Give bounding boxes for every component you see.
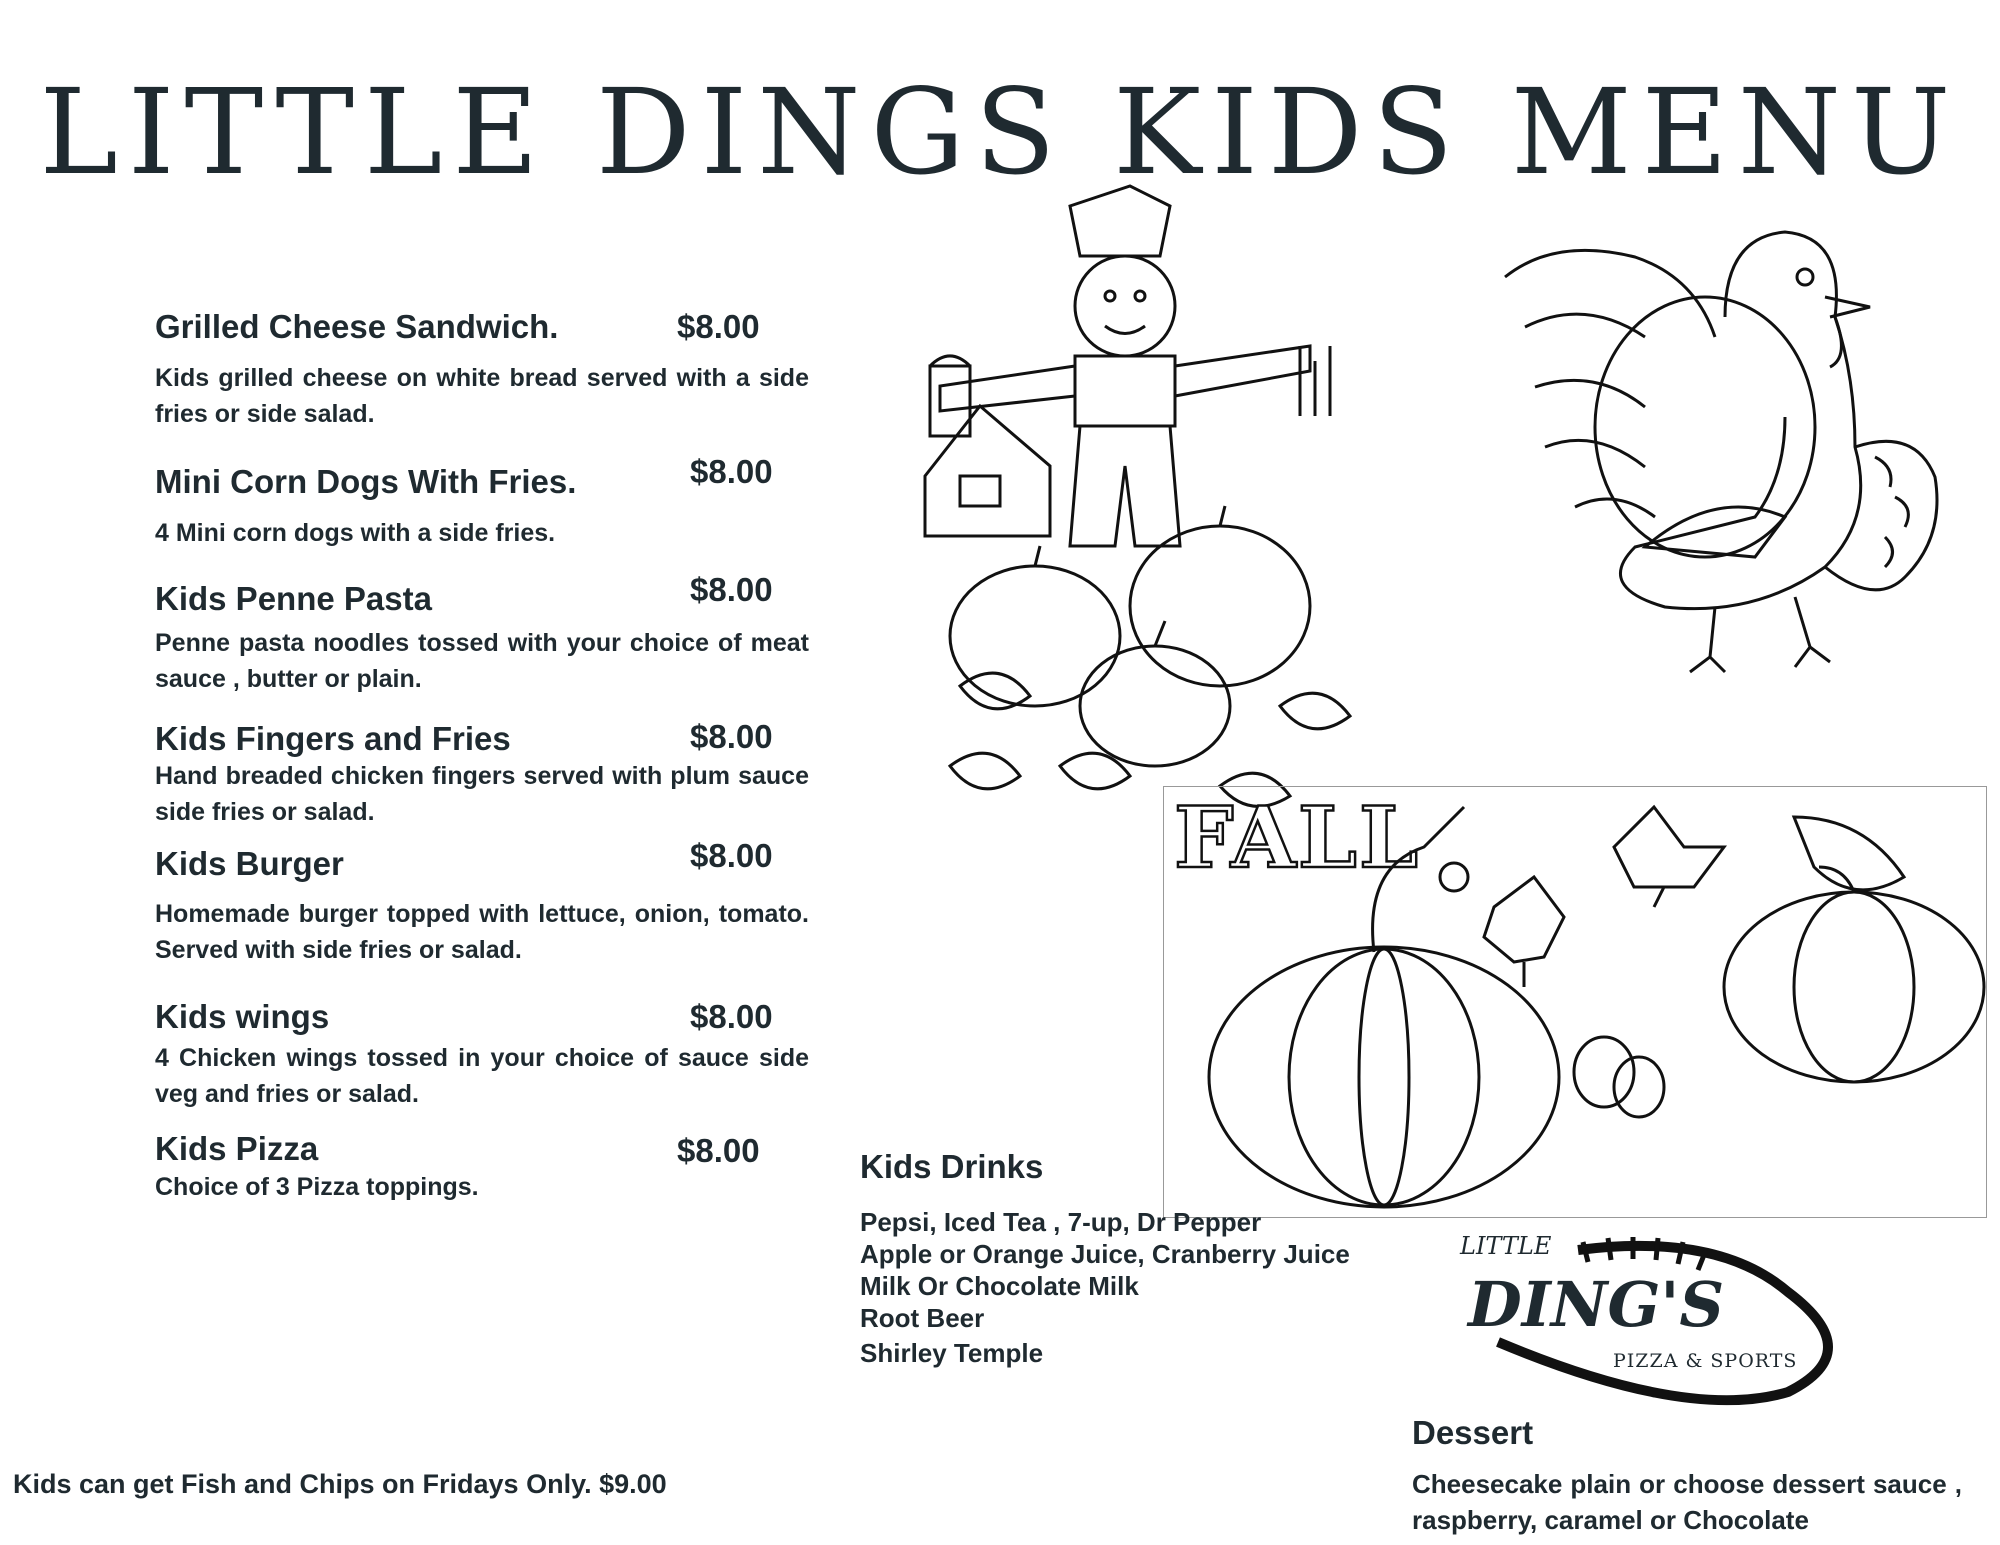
- item-description: Homemade burger topped with lettuce, onion, tomato. Served with side fries or salad.: [155, 900, 809, 964]
- item-name: Kids Penne Pasta: [155, 580, 432, 617]
- scarecrow-illustration: [920, 166, 1470, 826]
- drink-line: Pepsi, Iced Tea , 7-up, Dr Pepper: [860, 1207, 1262, 1237]
- little-dings-logo: [1458, 1232, 1898, 1412]
- item-price: $8.00: [677, 308, 760, 345]
- item-price: $8.00: [690, 571, 773, 608]
- fall-coloring-page: [1163, 786, 1987, 1218]
- item-name: Mini Corn Dogs With Fries.: [155, 463, 577, 500]
- item-price: $8.00: [690, 837, 773, 874]
- pumpkin-leaves-illustration: [1164, 787, 1988, 1219]
- logo-top-text: LITTLE: [1460, 1232, 1552, 1260]
- item-name: Kids wings: [155, 998, 330, 1035]
- drink-line: Shirley Temple: [860, 1338, 1044, 1368]
- drinks-heading: Kids Drinks: [860, 1148, 1044, 1185]
- item-description: Penne pasta noodles tossed with your choice of meat sauce , butter or plain.: [155, 629, 809, 693]
- item-name: Kids Fingers and Fries: [155, 720, 511, 757]
- fall-label: FALL: [1174, 788, 1421, 887]
- item-price: $8.00: [690, 718, 773, 755]
- fish-note: Kids can get Fish and Chips on Fridays Only. $9.00: [13, 1469, 667, 1499]
- drink-line: Root Beer: [860, 1303, 985, 1333]
- page-title: LITTLE DINGS KIDS MENU: [39, 63, 1961, 201]
- logo-sub-text: PIZZA & SPORTS: [1613, 1350, 1798, 1372]
- item-price: $8.00: [677, 1132, 760, 1169]
- item-name: Grilled Cheese Sandwich.: [155, 308, 559, 345]
- turkey-illustration: [1495, 217, 1955, 677]
- item-description: Hand breaded chicken fingers served with plum sauce side fries or salad.: [155, 762, 809, 826]
- item-price: $8.00: [690, 998, 773, 1035]
- item-name: Kids Burger: [155, 845, 344, 882]
- item-name: Kids Pizza: [155, 1130, 319, 1167]
- item-description: 4 Mini corn dogs with a side fries.: [155, 519, 556, 547]
- drink-line: Apple or Orange Juice, Cranberry Juice: [860, 1239, 1350, 1269]
- dessert-heading: Dessert: [1412, 1414, 1534, 1451]
- drink-line: Milk Or Chocolate Milk: [860, 1271, 1139, 1301]
- item-description: Choice of 3 Pizza toppings.: [155, 1173, 479, 1201]
- item-description: Kids grilled cheese on white bread served with a side fries or side salad.: [155, 364, 809, 428]
- item-description: 4 Chicken wings tossed in your choice of sauce side veg and fries or salad.: [155, 1044, 809, 1108]
- item-price: $8.00: [690, 453, 773, 490]
- logo-main-text: DING'S: [1468, 1268, 1725, 1341]
- dessert-description: Cheesecake plain or choose dessert sauce , raspberry, caramel or Chocolate: [1412, 1469, 1962, 1535]
